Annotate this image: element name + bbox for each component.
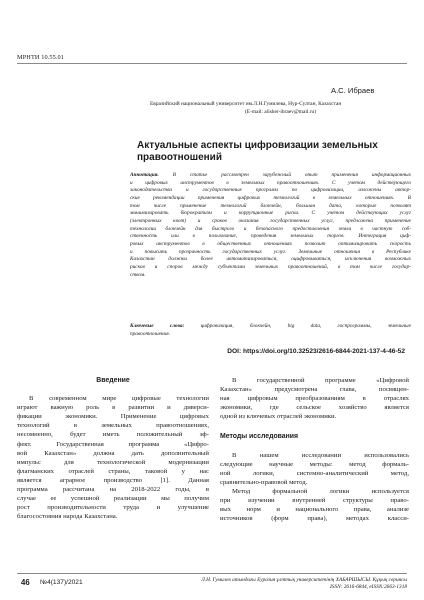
keywords-line: правоотношения. — [130, 330, 170, 337]
body-line: источников (форм права), методах класси- — [220, 515, 409, 523]
body-line: флагманских отраслей страны, таковой у нас — [17, 467, 209, 475]
mrnti-code: МРНТИ 10.55.01 — [17, 54, 65, 61]
body-line: играют важную роль в развитии и диверси- — [17, 404, 209, 412]
abstract-line: минимизировать бюрократизм и коррупционные риски. С учетом действующих услуг — [130, 210, 411, 217]
title-line: Актуальные аспекты цифровизации земельных — [137, 140, 378, 151]
body-line: фект. Государственная программа «Цифро- — [17, 440, 209, 448]
abstract-line: технологии блокчейн для быстрого и безопасного предоставления земли в частную соб- — [130, 225, 411, 232]
body-line: технологий в земельных правоотношениях, — [17, 422, 209, 430]
body-line: благосостояния народа Казахстана. — [17, 513, 118, 521]
body-line: сравнительно-правовой метод. — [220, 478, 308, 486]
body-line: ной логики, системно-аналитический метод, — [220, 469, 409, 477]
abstract-line: Казахстан должны более автоматизироваться, оцифровываться, исключения возможных — [130, 256, 411, 263]
abstract — [130, 172, 411, 279]
right-column — [220, 376, 409, 523]
header-rule — [17, 63, 407, 64]
affiliation — [150, 101, 410, 116]
affiliation-org: Евразийский национальный университет им.Л.Н.Гумилева, Нур-Султан, Казахстан — [150, 101, 342, 107]
body-line: экономики, где сельское хозяйство является — [220, 404, 409, 412]
left-column — [17, 376, 209, 521]
abstract-line: ственность или в пользование, проведения земельных торгов. Интеграция циф- — [130, 233, 411, 240]
abstract-line: и повысить прозрачность государственных услуг. Земельные отношения в Республике — [130, 248, 411, 255]
article-title — [137, 140, 407, 164]
journal-issn: ISSN: 2616-6844, eISSN:2663-1318 — [330, 584, 407, 591]
body-line: ная цифровым преобразованиям в отраслях — [220, 395, 409, 403]
abstract-label: Аннотация. — [130, 172, 159, 178]
page-number: 46 — [21, 578, 30, 587]
body-line: следующие научные методы: метод формаль- — [220, 460, 409, 468]
body-line: рост производительности труда и улучшение — [17, 504, 209, 512]
abstract-line: ские рекомендации применения цифровых технологий в земельных отношениях. В — [130, 194, 411, 201]
section-heading-introduction: Введение — [96, 377, 130, 384]
body-line: В современном мире цифровые технологии — [29, 395, 209, 403]
body-line: случае ее успешной реализации мы получим — [17, 495, 209, 503]
doi-link[interactable]: DOI: https://doi.org/10.32523/2616-6844-2021-137-4-46-52 — [227, 348, 405, 355]
issue-number: №4(137)/2021 — [40, 579, 83, 586]
body-line: одной из ключевых отраслей экономики. — [220, 413, 337, 421]
abstract-line: законодательства и государственных программ по цифровизации, изложены автор- — [130, 187, 411, 194]
body-line: импульс для технологической модернизации — [17, 458, 209, 466]
footer-rule — [17, 573, 407, 574]
body-line: Казахстан» предусмотрена глава, посвящен- — [220, 386, 409, 394]
abstract-line: В статье рассмотрен зарубежный опыт применения информационных — [172, 172, 411, 178]
body-line: при изучении внутренней структуры право- — [220, 497, 409, 505]
body-line: Метод формальной логики используется — [232, 487, 409, 495]
abstract-line: ровых инструментов в общественных отношениях позволит оптимизировать скорость — [130, 240, 411, 247]
title-line: правоотношений — [137, 152, 222, 163]
body-line: фикации экономики. Применение цифровых — [17, 413, 209, 421]
author-name: А.С. Ибраев — [331, 86, 375, 95]
body-line: вых норм и национального права, анализе — [220, 506, 409, 514]
abstract-line: и цифровых инструментов в земельных правоотношениях. С учетом действующего — [130, 179, 411, 186]
affiliation-email: (E-mail: alisher-ibraev@mail.ru) — [245, 108, 317, 115]
abstract-line: (электронных квот) и сроков оказания государственных услуг, предложена применение — [130, 217, 411, 224]
keywords-label: Ключевые слова: — [130, 323, 185, 329]
abstract-line: ством. — [130, 271, 146, 278]
body-line: программа рассчитана на 2018-2022 годы, в — [17, 486, 209, 494]
keywords — [130, 323, 411, 338]
journal-info — [160, 577, 407, 591]
body-line: несомненно, будет иметь положительный эф- — [17, 431, 209, 439]
journal-title: Л.Н. Гумилев атындағы Еуразия ұлттық университетінің ХАБАРШЫСЫ. Құқық сериясы — [201, 577, 407, 583]
abstract-line: том числе применение технологий блокчейн, большая дата, которые позволят — [130, 202, 411, 209]
body-line: В государственной программе «Цифровой — [232, 377, 409, 384]
abstract-line: рисков и споров между субъектами земельных правоотношений, в том числе государ- — [130, 263, 411, 270]
body-line: В нашем исследовании использовались — [232, 451, 409, 459]
body-line: является аграрное производство [1]. Данная — [17, 476, 209, 484]
body-line: вой Казахстан» должна дать дополнительный — [17, 449, 209, 457]
section-heading-methods: Методы исследования — [220, 433, 299, 441]
keywords-line: цифровизация, блокчейн, big data, госпрограммы, земельные — [200, 323, 411, 329]
